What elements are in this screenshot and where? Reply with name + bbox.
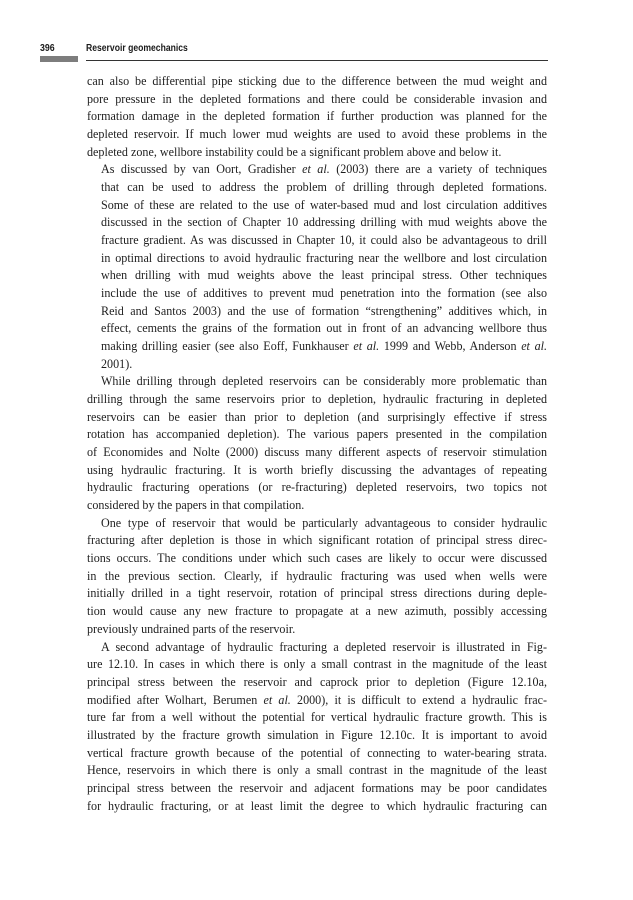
text-line: fracturing after depletion is those in which significant rotation of principal stress direc- (87, 533, 547, 548)
text-line: Hence, reservoirs in which there is only a small contrast in the magnitude of the least (87, 763, 547, 778)
paragraph-5 (87, 639, 547, 816)
text-line: illustrated by the fracture growth simulation in Figure 12.10c. It is important to avoid (87, 727, 547, 742)
text-line: of Economides and Nolte (2000) discuss many different aspects of reservoir stimulation (87, 445, 547, 460)
text-line: Some of these are related to the use of water-based mud and lost circulation additives (101, 197, 547, 212)
text-line: can also be differential pipe sticking due to the difference between the mud weight and (87, 74, 547, 88)
text-line: depleted reservoir. If much lower mud weights are used to avoid these problems in the (87, 127, 547, 142)
text-line: for hydraulic fracturing, or at least limit the degree to which hydraulic fracturing can (87, 798, 547, 813)
text-line: previously undrained parts of the reservoir. (87, 621, 296, 636)
text-line: One type of reservoir that would be particularly advantageous to consider hydraulic (101, 515, 547, 530)
text-line: in the previous section. Clearly, if hydraulic fracturing was used when wells were (87, 568, 547, 583)
text-line: fracture gradient. As was discussed in Chapter 10, it could also be advantageous to drill (101, 233, 547, 248)
text-line: effect, cements the grains of the formation out in front of an advancing wellbore thus (101, 321, 547, 336)
text-line: formation damage in the depleted formation if further production was planned for the (87, 109, 547, 124)
text-line: Reid and Santos 2003) and the use of formation “strengthening” additives which, in (101, 303, 547, 318)
text-line: pore pressure in the depleted formations and there could be considerable invasion and (87, 91, 547, 106)
text-line: 2001). (101, 356, 133, 371)
text-line: that can be used to address the problem of drilling through depleted formations. (101, 180, 547, 195)
text-line: vertical fracture growth because of the potential of connecting to water-bearing strata. (87, 745, 547, 760)
text-line: principal stress between the reservoir and caprock prior to depletion (Figure 12.10a, (87, 674, 547, 689)
page-header (40, 40, 550, 66)
running-title: Reservoir geomechanics (86, 43, 188, 54)
text-line: using hydraulic fracturing. It is worth briefly discussing the advantages of repeating (87, 462, 547, 477)
paragraph-1 (87, 73, 547, 161)
text-line: drilling through the same reservoirs prior to depletion, hydraulic fracturing in depleted (87, 392, 547, 407)
text-line: ture far from a well without the potential for vertical hydraulic fracture growth. This is (87, 710, 547, 725)
paragraph-2 (87, 161, 547, 373)
paragraph-3 (87, 373, 547, 514)
text-line: depleted zone, wellbore instability could be a significant problem above and below it. (87, 144, 502, 159)
text-line: include the use of additives to prevent mud penetration into the formation (see also (101, 286, 547, 301)
text-line: While drilling through depleted reservoirs can be considerably more problematic than (101, 374, 547, 389)
text-line: ure 12.10. In cases in which there is only a small contrast in the magnitude of the least (87, 657, 547, 672)
text-line: discussed in the section of Chapter 10 addressing drilling with mud weights above the (101, 215, 547, 230)
text-line: tion would cause any new fracture to propagate at a new azimuth, possibly accessing (87, 604, 547, 619)
body-text (87, 73, 547, 815)
text-line: reservoirs can be easier than prior to depletion (and surprisingly effective if stress (87, 409, 547, 424)
header-rule (86, 60, 548, 61)
text-line: considered by the papers in that compilation. (87, 498, 305, 513)
text-line: hydraulic fracturing operations (or re-fracturing) depleted reservoirs, two topics not (87, 480, 547, 495)
text-line: rotation has accompanied depletion). The various papers presented in the compilation (87, 427, 547, 442)
text-line: initially drilled in a tight reservoir, rotation of principal stress directions during deple- (87, 586, 547, 601)
text-line: A second advantage of hydraulic fracturing a depleted reservoir is illustrated in Fig- (101, 639, 547, 654)
text-line: tions occurs. The conditions under which such cases are likely to occur were discussed (87, 551, 547, 566)
text-line: principal stress between the reservoir and adjacent formations may be poor candidates (87, 780, 547, 795)
text-line: when drilling with mud weights above the least principal stress. Other techniques (101, 268, 547, 283)
text-line: As discussed by van Oort, Gradisher et al. (2003) there are a variety of techniques (101, 162, 547, 177)
paragraph-4 (87, 515, 547, 639)
page-number: 396 (40, 43, 55, 54)
page-number-bar (40, 56, 78, 62)
text-line: in optimal directions to avoid hydraulic fracturing near the wellbore and lost circulation (101, 250, 547, 265)
text-line: modified after Wolhart, Berumen et al. 2000), it is difficult to extend a hydraulic frac- (87, 692, 547, 707)
text-line: making drilling easier (see also Eoff, Funkhauser et al. 1999 and Webb, Anderson et al. (101, 339, 548, 354)
